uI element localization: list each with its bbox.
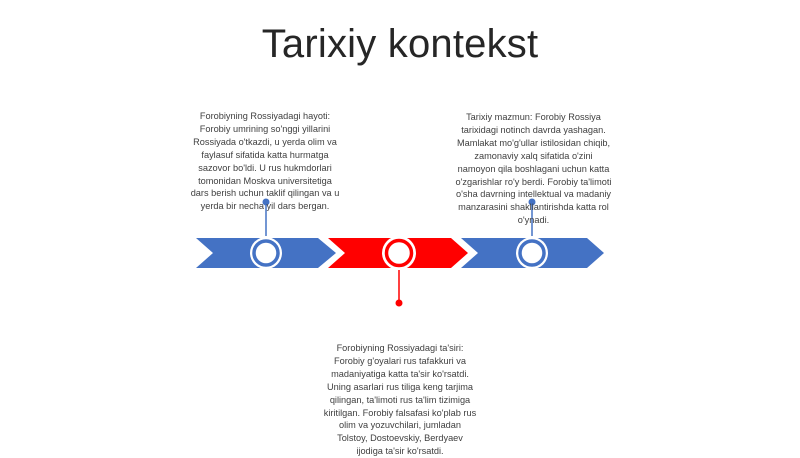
milestone-ring-2-inner bbox=[387, 241, 412, 266]
event-text-2: Tarixiy mazmun: Forobiy Rossiya tarixidagi notinch davrda yashagan. Mamlakat mo'g'ullar istilosidan chiqib, zamonaviy xalq sifatida o'zini namoyon qila boshlagani uchun katta o'zgarishlar ro'y berdi. Forobiy ta'limoti o'sha davrning intellektual va madaniy manzarasini shakllantirishda katta rol o'ynadi. bbox=[455, 112, 612, 226]
slide-title: Tarixiy kontekst bbox=[261, 22, 539, 66]
milestone-ring-3-inner bbox=[520, 241, 544, 265]
event-text-3: Forobiyning Rossiyadagi ta'siri: Forobiy g'oyalari rus tafakkuri va madaniyatiga katta ta'sir ko'rsatdi. Uning asarlari rus tiliga keng tarjima qilingan, ta'limoti rus ta'lim tizimiga kiritilgan. Forobiy falsafasi ko'plab rus olim va yozuvchilari, jumladan Tolstoy, Dostoevskiy, Berdyaev ijodiga ta'sir ko'rsatdi. bbox=[323, 343, 477, 457]
milestone-ring-1-inner bbox=[254, 241, 278, 265]
connector-dot-3 bbox=[396, 300, 403, 307]
event-text-1: Forobiyning Rossiyadagi hayoti: Forobiy umrining so'nggi yillarini Rossiyada o'tkazdi, u yerda olim va faylasuf sifatida katta hurmatga sazovor bo'ldi. U rus hukmdorlari tomonidan Moskva universitetiga dars berish uchun taklif qilingan va u yerda bir necha yil dars bergan. bbox=[190, 111, 340, 212]
